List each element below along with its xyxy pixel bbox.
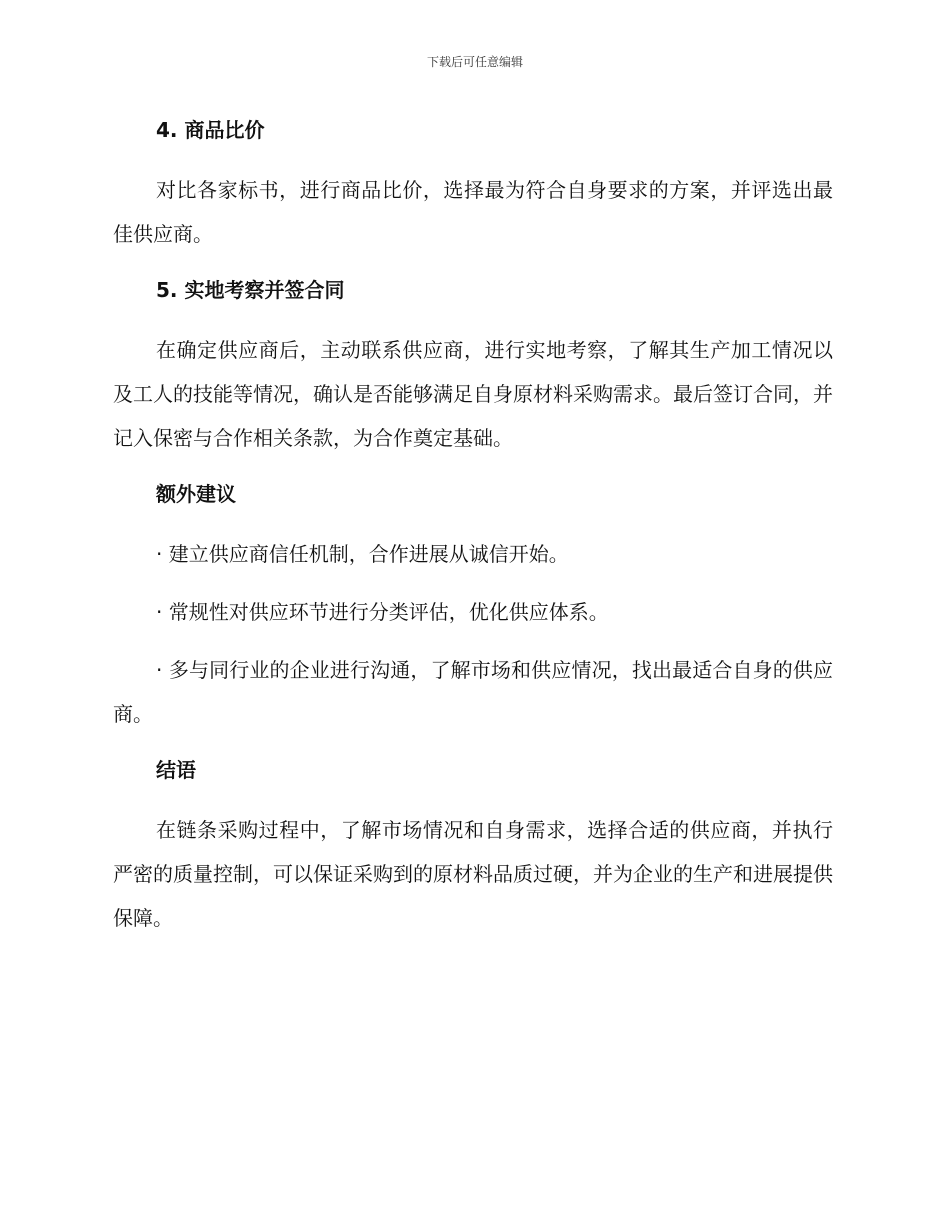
page-header: 下载后可任意编辑	[426, 55, 523, 69]
conclusion-heading: 结语	[156, 758, 196, 782]
suggestion-item: · 常规性对供应环节进行分类评估，优化供应体系。	[156, 600, 609, 624]
suggestion-item: · 多与同行业的企业进行沟通，了解市场和供应情况，找出最适合自身的供应商。	[113, 658, 833, 726]
suggestion-item: · 建立供应商信任机制，合作进展从诚信开始。	[156, 542, 569, 566]
conclusion-paragraph: 在链条采购过程中，了解市场情况和自身需求，选择合适的供应商，并执行严密的质量控制，可以保证采购到的原材料品质过硬，并为企业的生产和进展提供保障。	[113, 818, 833, 930]
section-paragraph-site-inspection: 在确定供应商后，主动联系供应商，进行实地考察，了解其生产加工情况以及工人的技能等情况，确认是否能够满足自身原材料采购需求。最后签订合同，并记入保密与合作相关条款，为合作奠定基础。	[113, 338, 833, 450]
section-heading-site-inspection: 5. 实地考察并签合同	[156, 278, 345, 302]
extra-suggestions-heading: 额外建议	[156, 482, 236, 506]
document-body	[113, 110, 833, 954]
section-paragraph-price-comparison: 对比各家标书，进行商品比价，选择最为符合自身要求的方案，并评选出最佳供应商。	[113, 178, 833, 246]
section-heading-price-comparison: 4. 商品比价	[156, 118, 265, 142]
